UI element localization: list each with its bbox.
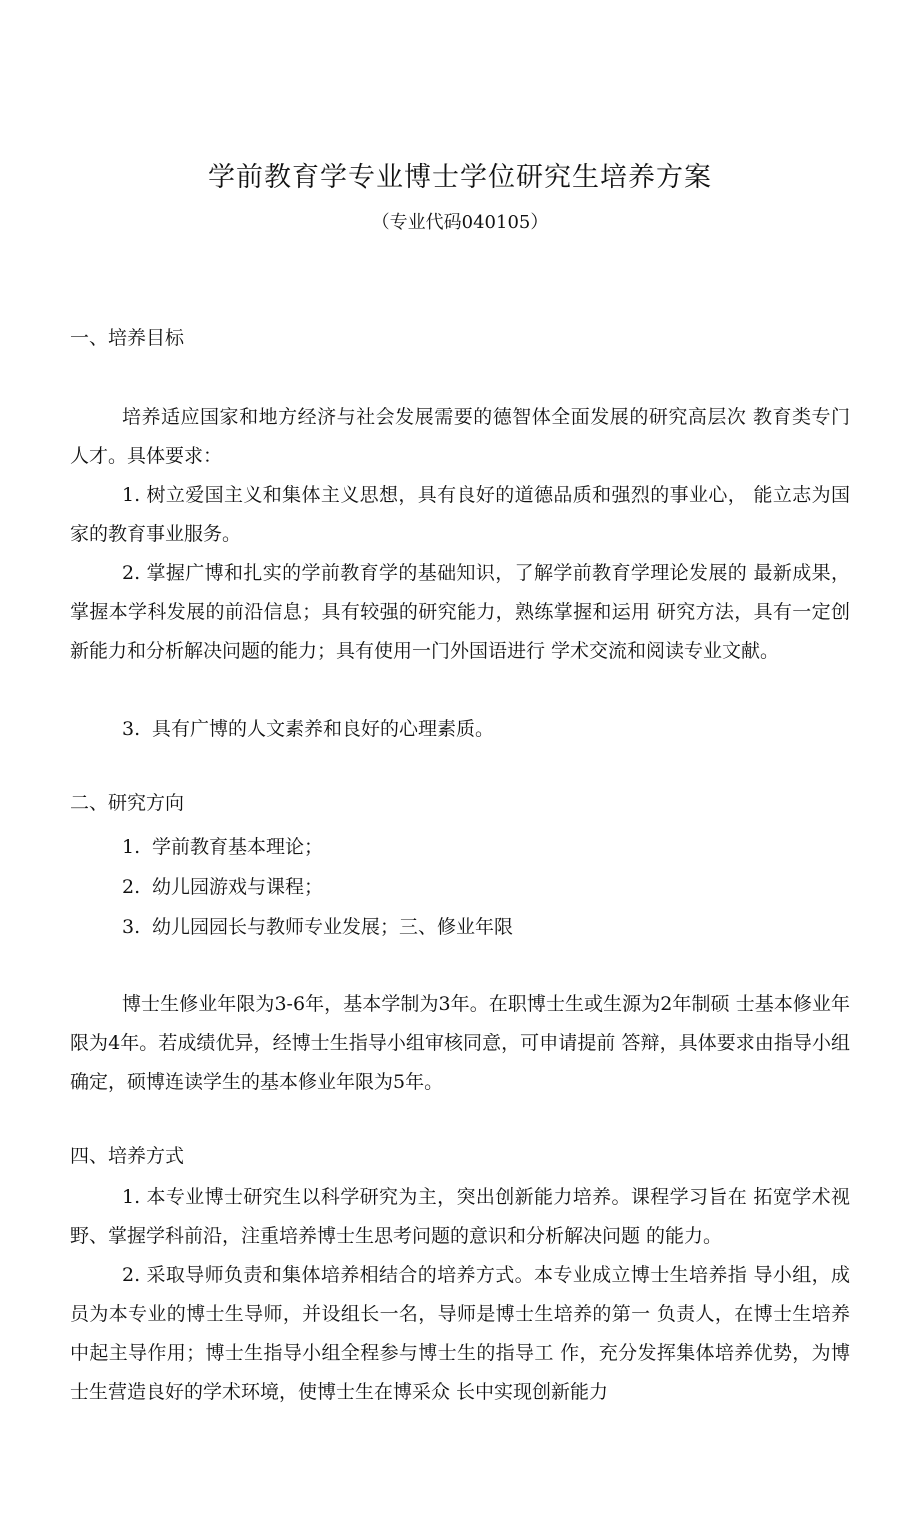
list-number: 2. (122, 876, 141, 898)
section-heading-research: 二、研究方向 (70, 792, 185, 814)
list-text: 学前教育基本理论； (152, 836, 324, 858)
research-direction-item (122, 912, 513, 942)
list-text: 幼儿园园长与教师专业发展；三、修业年限 (152, 916, 514, 938)
training-paragraph-1: 1. 本专业博士研究生以科学研究为主，突出创新能力培养。课程学习旨在 拓宽学术视野、掌握学科前沿，注重培养博士生思考问题的意识和分析解决问题 的能力。 (70, 1186, 850, 1247)
goals-intro-paragraph: 培养适应国家和地方经济与社会发展需要的德智体全面发展的研究高层次 教育类专门人才。具体要求： (70, 406, 850, 467)
goals-requirement-2: 2. 掌握广博和扎实的学前教育学的基础知识，了解学前教育学理论发展的 最新成果，掌握本学科发展的前沿信息；具有较强的研究能力，熟练掌握和运用 研究方法，具有一定创新能力和分析解决问题的能力；具有使用一门外国语进行 学术交流和阅读专业文献。 (70, 562, 850, 662)
list-text: 幼儿园游戏与课程； (152, 876, 324, 898)
list-number: 3. (122, 718, 141, 740)
list-number: 1. (122, 836, 141, 858)
list-text: 具有广博的人文素养和良好的心理素质。 (152, 718, 495, 740)
section-heading-training: 四、培养方式 (70, 1145, 185, 1167)
goals-requirement-3 (122, 714, 494, 744)
page-subtitle: （专业代码040105） (371, 212, 549, 233)
training-paragraph-2: 2. 采取导师负责和集体培养相结合的培养方式。本专业成立博士生培养指 导小组，成员为本专业的博士生导师，并设组长一名，导师是博士生培养的第一 负责人，在博士生培养中起主导作用；博士生指导小组全程参与博士生的指导工 作，充分发挥集体培养优势，为博士生营造良好的学术环境，使博士生在博采众 长中实现创新能力 (70, 1264, 850, 1403)
goals-requirement-1: 1. 树立爱国主义和集体主义思想，具有良好的道德品质和强烈的事业心， 能立志为国家的教育事业服务。 (70, 484, 850, 545)
list-number: 3. (122, 916, 141, 938)
research-direction-item (122, 872, 323, 902)
section-heading-goals: 一、培养目标 (70, 327, 185, 349)
study-duration-paragraph: 博士生修业年限为3-6年，基本学制为3年。在职博士生或生源为2年制硕 士基本修业年限为4年。若成绩优异，经博士生指导小组审核同意，可申请提前 答辩，具体要求由指导小组确定，硕博连读学生的基本修业年限为5年。 (70, 993, 850, 1093)
page-title: 学前教育学专业博士学位研究生培养方案 (208, 162, 712, 193)
research-direction-item (122, 832, 323, 862)
